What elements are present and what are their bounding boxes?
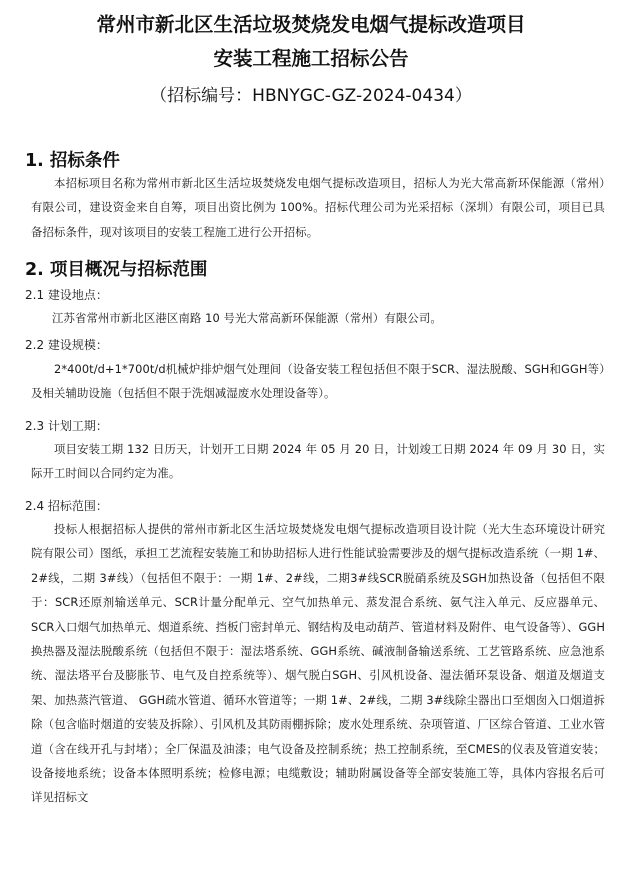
subsection-2-3-heading: 2.3 计划工期： bbox=[25, 419, 108, 433]
document-title-line2: 安装工程施工招标公告 bbox=[213, 47, 409, 70]
subsection-2-2-heading: 2.2 建设规模： bbox=[25, 338, 108, 352]
subsection-2-2-text: 2*400t/d+1*700t/d机械炉排炉烟气处理间（设备安装工程包括但不限于SCR、湿法脱酸、SGH和GGH等）及相关辅助设施（包括但不限于洗烟减湿废水处理设备等）。 bbox=[31, 362, 605, 401]
section-1-paragraph: 本招标项目名称为常州市新北区生活垃圾焚烧发电烟气提标改造项目，招标人为光大常高新环保能源（常州）有限公司，建设资金来自自筹，项目出资比例为 100%。招标代理公司为光采招标（深圳）有限公司，项目已具备招标条件，现对该项目的安装工程施工进行公开招标。 bbox=[31, 176, 605, 239]
subsection-2-1-text: 江苏省常州市新北区港区南路 10 号光大常高新环保能源（常州）有限公司。 bbox=[52, 311, 442, 325]
document-title-line1: 常州市新北区生活垃圾焚烧发电烟气提标改造项目 bbox=[96, 13, 526, 36]
tender-number: （招标编号：HBNYGC-GZ-2024-0434） bbox=[150, 86, 472, 106]
section-1-heading: 1. 招标条件 bbox=[25, 151, 120, 171]
subsection-2-3-text: 项目安装工期 132 日历天，计划开工日期 2024 年 05 月 20 日，计划竣工日期 2024 年 09 月 30 日，实际开工时间以合同约定为准。 bbox=[31, 442, 605, 481]
subsection-2-4-heading: 2.4 招标范围： bbox=[25, 499, 108, 513]
section-2-heading: 2. 项目概况与招标范围 bbox=[25, 260, 208, 280]
subsection-2-1-heading: 2.1 建设地点： bbox=[25, 288, 108, 302]
subsection-2-4-text: 投标人根据招标人提供的常州市新北区生活垃圾焚烧发电烟气提标改造项目设计院（光大生态环境设计研究院有限公司）图纸，承担工艺流程安装施工和协助招标人进行性能试验需要涉及的烟气提标改造系统（一期 1#、2#线，二期 3#线）（包括但不限于：一期 1#、2#线，二期3#线SCR脱硝系统及SGH加热设备（包括但不限于：SCR还原剂输送单元、SCR计量分配单元、空气加热单元、蒸发混合系统、氨气注入单元、反应器单元、SCR入口烟气加热单元、烟道系统、挡板门密封单元、钢结构及电动葫芦、管道材料及附件、电气设备等）、GGH换热器及湿法脱酸系统（包括但不限于：湿法塔系统、GGH系统、碱液制备输送系统、工艺管路系统、应急池系统、湿法塔平台及膨胀节、电气及自控系统等）、烟气脱白SGH、引风机设备、湿法循环泵设备、烟道及烟道支架、加热蒸汽管道、 GGH疏水管道、循环水管道等；一期 1#、2#线，二期 3#线除尘器出口至烟囱入口烟道拆除（包含临时烟道的安装及拆除）、引风机及其防雨棚拆除；废水处理系统、杂项管道、厂区综合管道、工业水管道（含在线开孔与封堵）；全厂保温及油漆；电气设备及控制系统；热工控制系统，至CMES的仪表及管道安装；设备接地系统；设备本体照明系统；检修电源；电缆敷设；辅助附属设备等全部安装施工等，具体内容报名后可详见招标文 bbox=[31, 522, 605, 805]
